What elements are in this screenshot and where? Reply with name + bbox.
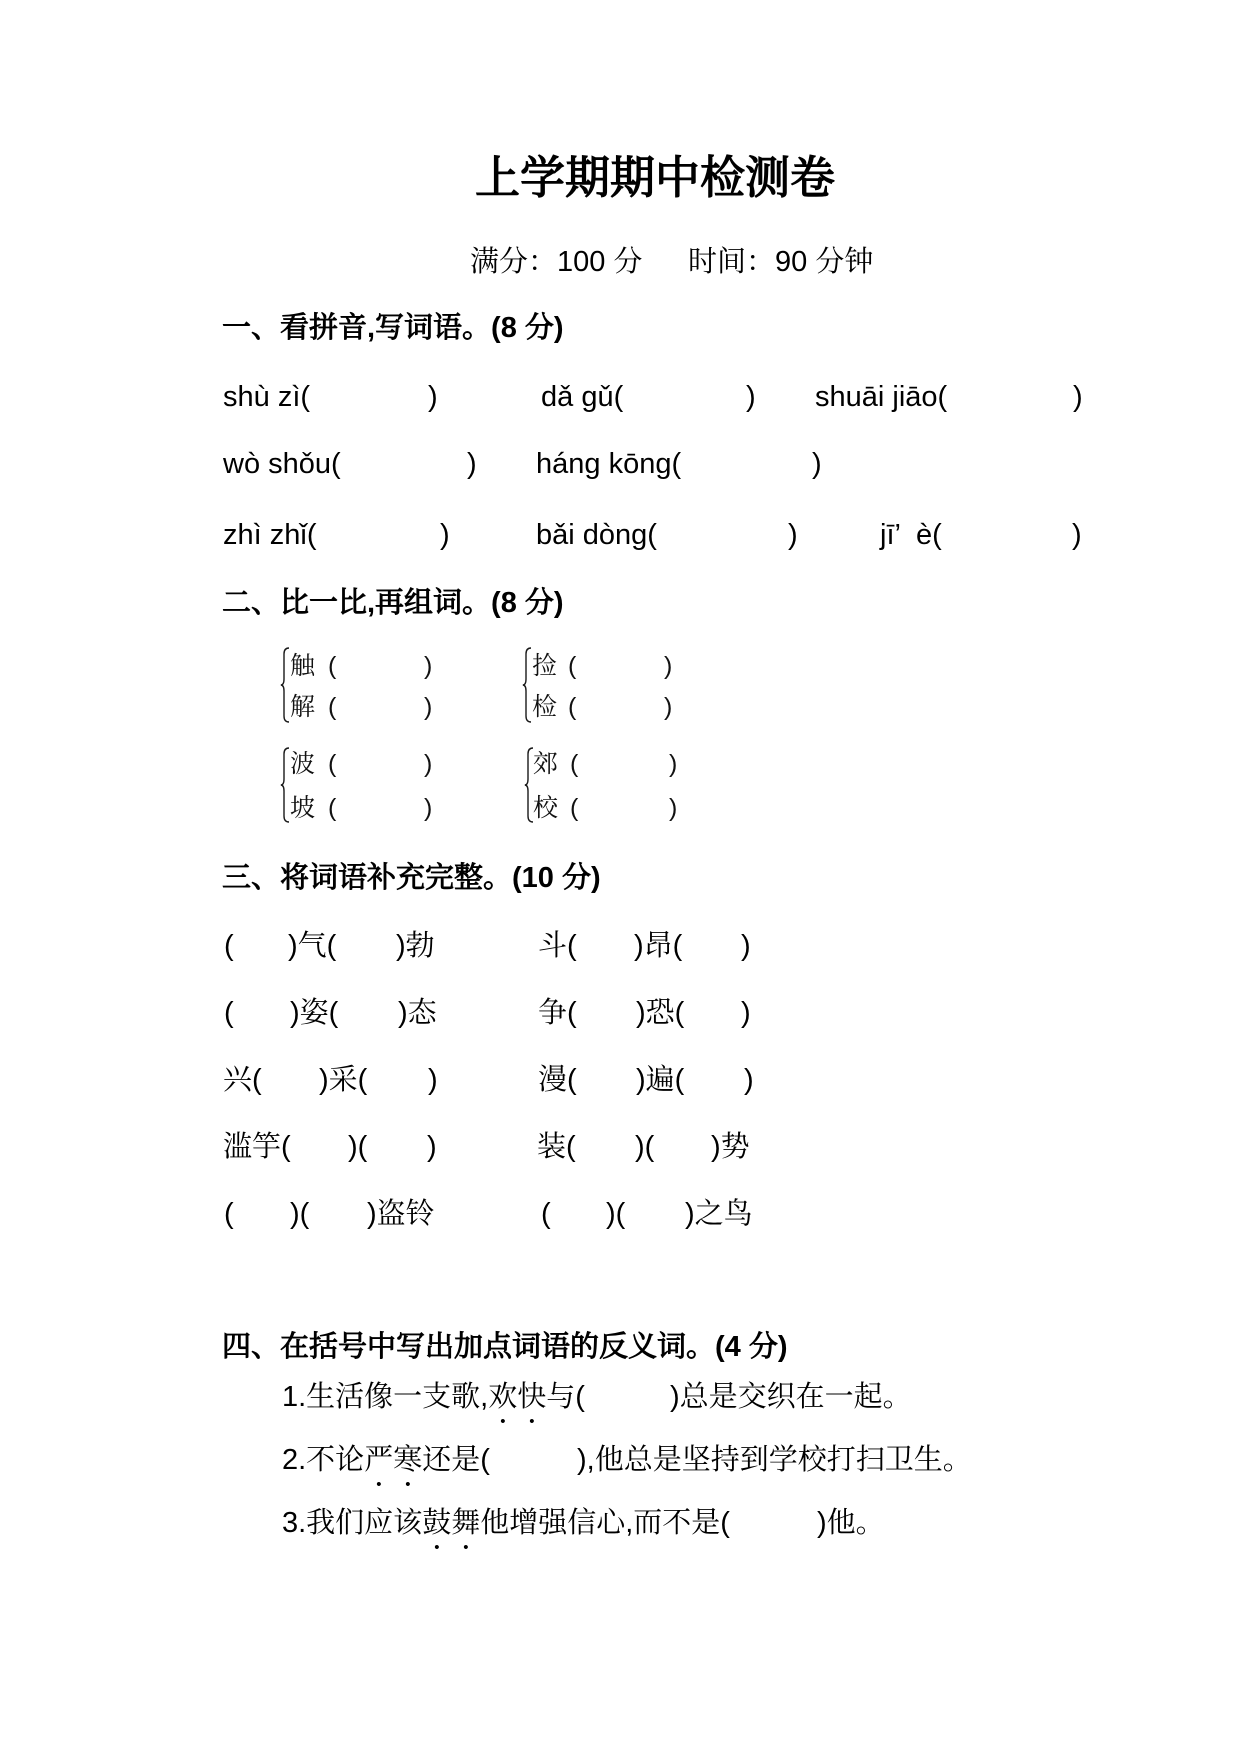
idiom-segment: )之鸟 <box>685 1198 753 1230</box>
idiom-segment: ( <box>224 997 234 1029</box>
blank-close-paren: ) <box>428 381 438 413</box>
compare-char: 捡 <box>532 652 558 680</box>
blank-open-paren: ( <box>570 794 579 822</box>
blank-open-paren: ( <box>568 652 577 680</box>
brace-icon <box>280 747 290 823</box>
pinyin-prompt: bǎi dòng( <box>536 519 657 551</box>
idiom-segment: )盗铃 <box>367 1198 435 1230</box>
blank-open-paren: ( <box>328 652 337 680</box>
idiom-segment: )恐( <box>636 997 685 1029</box>
idiom-segment: )遍( <box>636 1064 685 1096</box>
blank-close-paren: ) <box>424 652 433 680</box>
pinyin-prompt: shù zì( <box>223 381 311 413</box>
blank-close-paren: ) <box>1072 519 1082 551</box>
idiom-segment: ( <box>224 1198 234 1230</box>
idiom-segment: )势 <box>711 1131 750 1163</box>
blank-close-paren: ) <box>812 448 822 480</box>
blank-open-paren: ( <box>328 750 337 778</box>
idiom-segment: ) <box>741 930 751 962</box>
exam-title: 上学期期中检测卷 <box>475 152 836 203</box>
sentence-before: 3.我们应该 <box>282 1507 423 1539</box>
idiom-segment: )姿( <box>290 997 339 1029</box>
sentence-before: 2.不论 <box>282 1444 365 1476</box>
pinyin-prompt: wò shǒu( <box>223 448 341 480</box>
blank-open-paren: ( <box>328 794 337 822</box>
pinyin-prompt: jī’ è( <box>880 519 942 551</box>
compare-char: 波 <box>290 750 316 778</box>
sentence-text <box>282 1440 490 1480</box>
compare-char: 触 <box>290 652 316 680</box>
dotted-word: 鼓舞 <box>422 1507 481 1539</box>
section-2-heading: 二、比一比,再组词。(8 分) <box>222 587 564 619</box>
blank-close-paren: ) <box>788 519 798 551</box>
blank-close-paren: ) <box>669 794 678 822</box>
compare-char: 检 <box>532 693 558 721</box>
brace-icon <box>280 647 290 723</box>
pinyin-prompt: dǎ gǔ( <box>541 381 624 413</box>
idiom-segment: )( <box>635 1131 655 1163</box>
idiom-segment: 装( <box>537 1131 576 1163</box>
idiom-segment: )气( <box>288 930 337 962</box>
blank-open-paren: ( <box>568 693 577 721</box>
compare-char: 坡 <box>290 794 316 822</box>
compare-char: 郊 <box>533 750 559 778</box>
section-1-heading: 一、看拼音,写词语。(8 分) <box>222 312 564 344</box>
sentence-after: 与( <box>546 1381 585 1413</box>
blank-close-paren: ) <box>1073 381 1083 413</box>
sentence-text <box>282 1377 585 1417</box>
idiom-segment: 兴( <box>223 1064 262 1096</box>
idiom-segment: )( <box>290 1198 310 1230</box>
blank-close-paren: ) <box>440 519 450 551</box>
sentence-close: )总是交织在一起。 <box>670 1381 912 1413</box>
idiom-segment: ) <box>741 997 751 1029</box>
blank-close-paren: ) <box>664 652 673 680</box>
idiom-segment: 斗( <box>538 930 577 962</box>
sentence-after: 他增强信心,而不是( <box>480 1507 730 1539</box>
sentence-after: 还是( <box>422 1444 490 1476</box>
idiom-segment: ( <box>224 930 234 962</box>
blank-close-paren: ) <box>746 381 756 413</box>
dotted-word: 欢快 <box>488 1381 547 1413</box>
idiom-segment: 漫( <box>538 1064 577 1096</box>
idiom-segment: ( <box>541 1198 551 1230</box>
blank-close-paren: ) <box>467 448 477 480</box>
idiom-segment: )昂( <box>634 930 683 962</box>
blank-open-paren: ( <box>570 750 579 778</box>
idiom-segment: 滥竽( <box>223 1131 291 1163</box>
idiom-segment: )( <box>606 1198 626 1230</box>
blank-close-paren: ) <box>424 750 433 778</box>
pinyin-prompt: háng kōng( <box>536 448 682 480</box>
blank-close-paren: ) <box>424 693 433 721</box>
blank-close-paren: ) <box>669 750 678 778</box>
pinyin-prompt: shuāi jiāo( <box>815 381 948 413</box>
time-limit-label: 时间：90 分钟 <box>688 246 874 278</box>
idiom-segment: ) <box>428 1064 438 1096</box>
compare-char: 校 <box>533 794 559 822</box>
idiom-segment: )( <box>348 1131 368 1163</box>
pinyin-prompt: zhì zhǐ( <box>223 519 317 551</box>
blank-close-paren: ) <box>664 693 673 721</box>
dotted-word: 严寒 <box>364 1444 423 1476</box>
idiom-segment: )勃 <box>396 930 435 962</box>
sentence-close: ),他总是坚持到学校打扫卫生。 <box>577 1444 972 1476</box>
full-score-label: 满分：100 分 <box>470 246 643 278</box>
blank-close-paren: ) <box>424 794 433 822</box>
section-3-heading: 三、将词语补充完整。(10 分) <box>222 862 601 894</box>
sentence-before: 1.生活像一支歌, <box>282 1381 489 1413</box>
idiom-segment: )态 <box>398 997 437 1029</box>
sentence-close: )他。 <box>817 1507 885 1539</box>
idiom-segment: ) <box>427 1131 437 1163</box>
idiom-segment: 争( <box>538 997 577 1029</box>
section-4-heading: 四、在括号中写出加点词语的反义词。(4 分) <box>222 1331 788 1363</box>
blank-open-paren: ( <box>328 693 337 721</box>
compare-char: 解 <box>290 693 316 721</box>
idiom-segment: )采( <box>319 1064 368 1096</box>
sentence-text <box>282 1503 730 1543</box>
brace-icon <box>522 647 532 723</box>
idiom-segment: ) <box>744 1064 754 1096</box>
